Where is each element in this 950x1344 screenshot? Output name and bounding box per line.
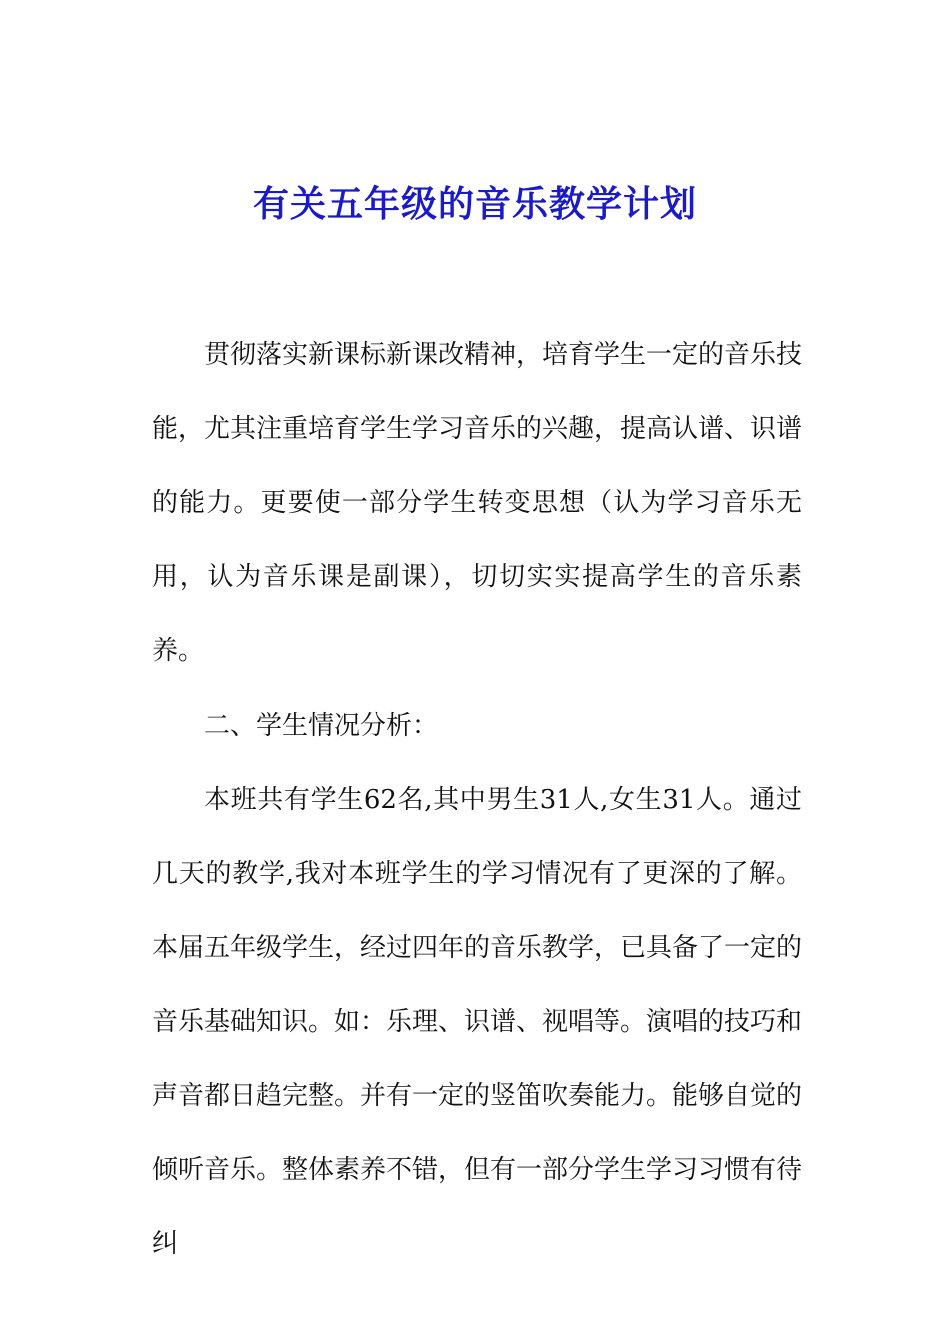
paragraph-text: 贯彻落实新课标新课改精神，培育学生一定的音乐技能，尤其注重培育学生学习音乐的兴趣，提高认谱、识谱的能力。更要使一部分学生转变思想（认为学习音乐无用，认为音乐课是副课），切切实实提高学生的音乐素养。 bbox=[152, 340, 803, 666]
paragraph-student-situation bbox=[152, 763, 802, 1281]
paragraph-text: 本班共有学生62名,其中男生31人,女生31人。通过几天的教学,我对本班学生的学习情况有了更深的了解。本届五年级学生，经过四年的音乐教学，已具备了一定的音乐基础知识。如：乐理、识谱、视唱等。演唱的技巧和声音都日趋完整。并有一定的竖笛吹奏能力。能够自觉的倾听音乐。整体素养不错，但有一部分学生学习习惯有待纠 bbox=[152, 785, 803, 1259]
paragraph-goals bbox=[152, 318, 802, 688]
section-heading-student-analysis bbox=[152, 689, 802, 763]
section-heading-text: 二、学生情况分析： bbox=[204, 711, 439, 741]
document-title: 有关五年级的音乐教学计划 bbox=[252, 183, 697, 225]
